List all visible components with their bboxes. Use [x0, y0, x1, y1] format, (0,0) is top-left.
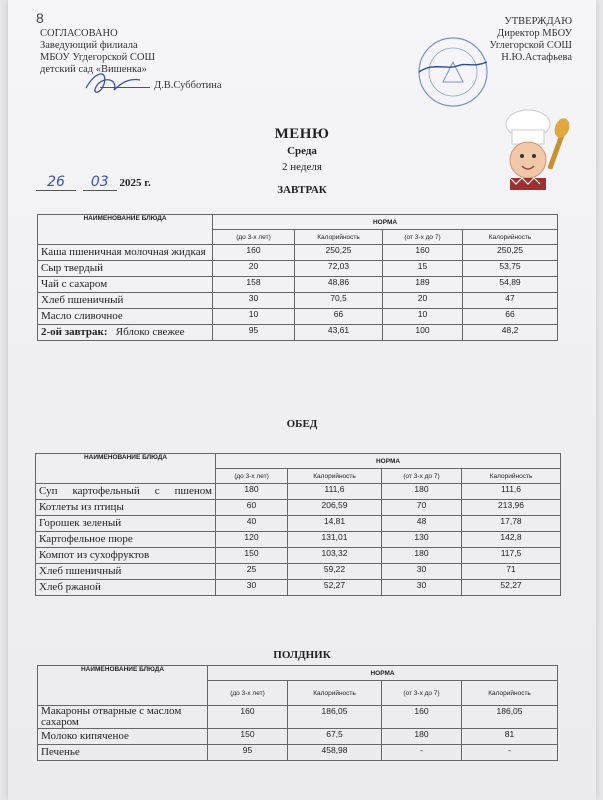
left-signature-icon	[78, 66, 148, 102]
table-row	[36, 516, 561, 532]
portion-under3: 25	[216, 564, 288, 580]
kcal-3to7: 142,8	[462, 532, 561, 548]
date-month: 03	[83, 174, 117, 191]
portion-3to7: 189	[383, 277, 463, 293]
kcal-under3: 250,25	[295, 245, 383, 261]
kcal-3to7: -	[462, 745, 558, 761]
kcal-3to7: 47	[463, 293, 558, 309]
sub-header: Калорийность	[295, 230, 383, 245]
table-row	[36, 548, 561, 564]
kcal-under3: 103,32	[288, 548, 382, 564]
portion-under3: 40	[216, 516, 288, 532]
kcal-under3: 43,61	[295, 325, 383, 341]
portion-under3: 160	[208, 706, 288, 729]
portion-3to7: 20	[383, 293, 463, 309]
dish-name: Хлеб ржаной	[36, 580, 216, 596]
sub-header: Калорийность	[288, 469, 382, 484]
kcal-under3: 458,98	[288, 745, 382, 761]
kcal-3to7: 213,96	[462, 500, 561, 516]
portion-under3: 150	[208, 729, 288, 745]
dish-name: Хлеб пшеничный	[38, 293, 213, 309]
table-row	[38, 729, 558, 745]
dish-name: Масло сливочное	[38, 309, 213, 325]
kcal-3to7: 117,5	[462, 548, 561, 564]
table-row	[36, 580, 561, 596]
sub-header: (до 3-х лет)	[208, 681, 288, 706]
kcal-under3: 186,05	[288, 706, 382, 729]
dish-name: Макароны отварные с маслом сахаром	[38, 706, 208, 729]
school-seal-icon	[413, 32, 493, 112]
second-breakfast-dish: Яблоко свежее	[115, 326, 185, 338]
kcal-under3: 131,01	[288, 532, 382, 548]
second-breakfast-label: 2-ой завтрак:	[41, 326, 108, 338]
kcal-3to7: 52,27	[462, 580, 561, 596]
approval-left-line3: МБОУ Угдегорской СОШ	[40, 52, 156, 63]
portion-under3: 95	[213, 325, 295, 341]
portion-3to7: -	[382, 745, 462, 761]
kcal-under3: 67,5	[288, 729, 382, 745]
col-name-header: НАИМЕНОВАНИЕ БЛЮДА	[36, 454, 216, 484]
kcal-3to7: 53,75	[463, 261, 558, 277]
kcal-under3: 59,22	[288, 564, 382, 580]
approval-right-line2: Директор МБОУ	[497, 28, 572, 39]
dish-name: Компот из сухофруктов	[36, 548, 216, 564]
kcal-3to7: 54,89	[463, 277, 558, 293]
breakfast-table	[37, 214, 558, 341]
sub-header: Калорийность	[288, 681, 382, 706]
portion-under3: 30	[216, 580, 288, 596]
menu-day: Среда	[287, 145, 317, 157]
snack-table	[37, 665, 558, 761]
sub-header: (до 3-х лет)	[216, 469, 288, 484]
portion-3to7: 180	[382, 548, 462, 564]
col-name-header: НАИМЕНОВАНИЕ БЛЮДА	[38, 215, 213, 245]
portion-3to7: 48	[382, 516, 462, 532]
table-row	[38, 309, 558, 325]
portion-under3: 120	[216, 532, 288, 548]
kcal-under3: 70,5	[295, 293, 383, 309]
snack-title: ПОЛДНИК	[273, 649, 331, 661]
dish-name: Чай с сахаром	[38, 277, 213, 293]
breakfast-title: ЗАВТРАК	[277, 184, 327, 196]
portion-under3: 60	[216, 500, 288, 516]
page-number: 8	[36, 10, 44, 26]
portion-3to7: 130	[382, 532, 462, 548]
table-row	[36, 564, 561, 580]
portion-3to7: 30	[382, 580, 462, 596]
date-day: 26	[36, 174, 76, 191]
portion-under3: 10	[213, 309, 295, 325]
portion-3to7: 160	[383, 245, 463, 261]
portion-under3: 150	[216, 548, 288, 564]
kcal-3to7: 66	[463, 309, 558, 325]
kcal-under3: 111,6	[288, 484, 382, 500]
table-row	[38, 261, 558, 277]
kcal-under3: 72,03	[295, 261, 383, 277]
dish-name: Каша пшеничная молочная жидкая	[38, 245, 213, 261]
kcal-3to7: 17,78	[462, 516, 561, 532]
table-row	[38, 706, 558, 729]
table-row	[38, 277, 558, 293]
approval-right-line3: Углегорской СОШ	[489, 40, 572, 51]
portion-3to7: 15	[383, 261, 463, 277]
kcal-3to7: 71	[462, 564, 561, 580]
portion-3to7: 100	[383, 325, 463, 341]
kcal-3to7: 186,05	[462, 706, 558, 729]
col-norma-header: НОРМА	[213, 215, 558, 230]
menu-week: 2 неделя	[282, 161, 322, 173]
document-page	[8, 0, 596, 800]
dish-name	[38, 325, 213, 341]
table-row	[36, 532, 561, 548]
portion-under3: 180	[216, 484, 288, 500]
table-row	[38, 245, 558, 261]
portion-under3: 20	[213, 261, 295, 277]
dish-name: Картофельное пюре	[36, 532, 216, 548]
kcal-3to7: 81	[462, 729, 558, 745]
portion-3to7: 10	[383, 309, 463, 325]
kcal-under3: 14,81	[288, 516, 382, 532]
approval-left-line1: СОГЛАСОВАНО	[40, 28, 118, 39]
kcal-under3: 206,59	[288, 500, 382, 516]
table-header-row	[36, 454, 561, 469]
approval-left-signer: Д.В.Субботина	[154, 80, 222, 91]
approval-left-line4: детский сад «Вишенка»	[40, 64, 147, 75]
kcal-3to7: 48,2	[463, 325, 558, 341]
kcal-3to7: 250,25	[463, 245, 558, 261]
portion-3to7: 180	[382, 484, 462, 500]
kcal-under3: 66	[295, 309, 383, 325]
sub-header: Калорийность	[463, 230, 558, 245]
table-row	[38, 293, 558, 309]
approval-left-line2: Заведующий филиала	[40, 40, 138, 51]
approval-right-line1: УТВЕРЖДАЮ	[504, 16, 572, 27]
sub-header: (до 3-х лет)	[213, 230, 295, 245]
lunch-table	[35, 453, 561, 596]
dish-name: Хлеб пшеничный	[36, 564, 216, 580]
dish-name: Суп картофельный с пшеном	[36, 484, 216, 500]
dish-name: Печенье	[38, 745, 208, 761]
approval-right-signer: Н.Ю.Астафьева	[501, 52, 572, 63]
sub-header: (от 3-х до 7)	[383, 230, 463, 245]
dish-name: Молоко кипяченое	[38, 729, 208, 745]
portion-under3: 160	[213, 245, 295, 261]
kcal-3to7: 111,6	[462, 484, 561, 500]
portion-under3: 95	[208, 745, 288, 761]
sub-header: (от 3-х до 7)	[382, 681, 462, 706]
kcal-under3: 52,27	[288, 580, 382, 596]
date-year: 2025 г.	[119, 177, 151, 189]
approval-right-block	[489, 16, 572, 64]
dish-name: Котлеты из птицы	[36, 500, 216, 516]
dish-name: Сыр твердый	[38, 261, 213, 277]
col-norma-header: НОРМА	[208, 666, 558, 681]
portion-3to7: 160	[382, 706, 462, 729]
sub-header: Калорийность	[462, 469, 561, 484]
menu-title: МЕНЮ	[274, 126, 330, 142]
portion-under3: 30	[213, 293, 295, 309]
table-row	[36, 500, 561, 516]
table-row-second-breakfast	[38, 325, 558, 341]
portion-under3: 158	[213, 277, 295, 293]
table-row	[36, 484, 561, 500]
portion-3to7: 180	[382, 729, 462, 745]
dish-name: Горошек зеленый	[36, 516, 216, 532]
col-norma-header: НОРМА	[216, 454, 561, 469]
table-header-row	[38, 666, 558, 681]
sub-header: Калорийность	[462, 681, 558, 706]
table-header-row	[38, 215, 558, 230]
portion-3to7: 70	[382, 500, 462, 516]
kcal-under3: 48,86	[295, 277, 383, 293]
table-row	[38, 745, 558, 761]
lunch-title: ОБЕД	[286, 418, 318, 430]
sub-header: (от 3-х до 7)	[382, 469, 462, 484]
portion-3to7: 30	[382, 564, 462, 580]
col-name-header: НАИМЕНОВАНИЕ БЛЮДА	[38, 666, 208, 706]
